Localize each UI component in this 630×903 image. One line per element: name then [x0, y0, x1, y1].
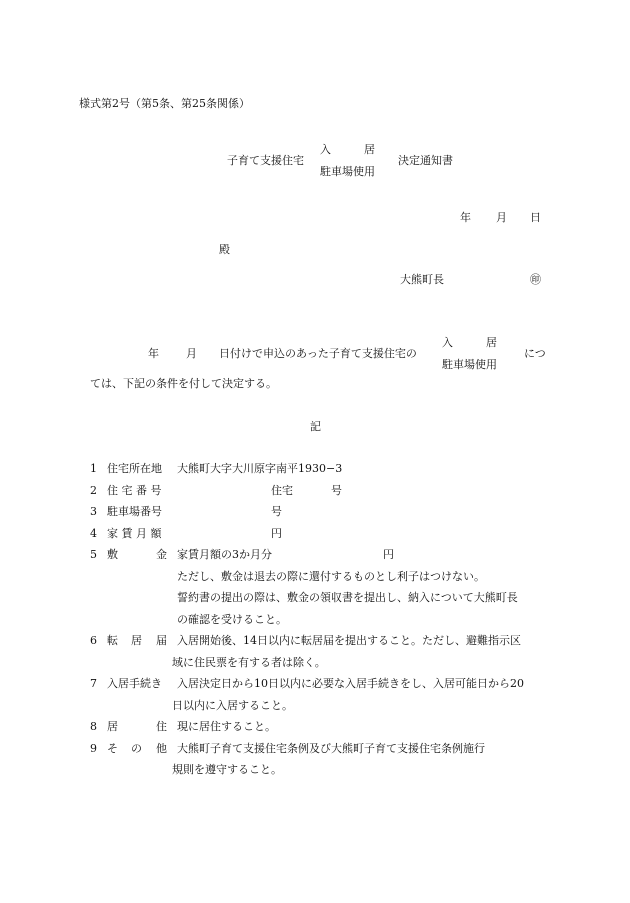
- date-year: 年: [460, 211, 471, 224]
- item-label-part: 住: [156, 720, 167, 733]
- item-continuation-text: の確認を受けること。: [177, 613, 287, 626]
- form-number-label: 様式第2号（第5条、第25条関係）: [79, 97, 250, 110]
- title-prefix: 子育て支援住宅: [227, 154, 304, 167]
- list-item: [0, 742, 630, 756]
- item-number: 7: [90, 677, 97, 690]
- item-label-part: 敷: [107, 548, 118, 561]
- list-item-continuation: [0, 699, 630, 713]
- item-value: 現に居住すること。: [177, 720, 276, 733]
- item-label-part: 居: [107, 720, 118, 733]
- item-value-unit: 号: [271, 505, 282, 518]
- item-label: 家 賃 月 額: [107, 527, 162, 540]
- list-item: [0, 677, 630, 691]
- list-item: [0, 527, 630, 541]
- item-continuation-text: 規則を遵守すること。: [172, 763, 282, 776]
- item-label-part: 居: [131, 634, 142, 647]
- item-number: 6: [90, 634, 97, 647]
- item-value: 家賃月額の3か月分: [177, 548, 272, 561]
- item-number: 4: [90, 527, 97, 540]
- item-continuation-text: 誓約書の提出の際は、敷金の領収書を提出し、納入について大熊町長: [177, 591, 518, 604]
- list-item-continuation: [0, 656, 630, 670]
- item-number: 2: [90, 484, 97, 497]
- body-text: 日付けで申込のあった子育て支援住宅の: [219, 347, 417, 360]
- item-value: 大熊町大字大川原字南平1930−3: [177, 462, 343, 475]
- item-value: 入居開始後、14日以内に転居届を提出すること。ただし、避難指示区: [177, 634, 521, 647]
- list-item-continuation: [0, 763, 630, 777]
- item-number: 1: [90, 462, 97, 475]
- item-number: 9: [90, 742, 97, 755]
- date-month: 月: [496, 211, 507, 224]
- item-number: 5: [90, 548, 97, 561]
- item-label-part: そ: [107, 742, 118, 755]
- list-item: [0, 505, 630, 519]
- item-label-part: 転: [107, 634, 118, 647]
- seal-mark: ㊞: [530, 273, 541, 286]
- list-item-continuation: [0, 570, 630, 584]
- title-option-occupancy: 入 居: [320, 143, 375, 156]
- date-day: 日: [530, 211, 541, 224]
- item-label-part: 届: [156, 634, 167, 647]
- item-label-part: の: [131, 742, 142, 755]
- item-number: 8: [90, 720, 97, 733]
- item-value: 大熊町子育て支援住宅条例及び大熊町子育て支援住宅条例施行: [177, 742, 485, 755]
- item-value: 入居決定日から10日以内に必要な入居手続きをし、入居可能日から20: [177, 677, 524, 690]
- item-continuation-text: 日以内に入居すること。: [172, 699, 293, 712]
- item-label: 住宅所在地: [107, 462, 162, 475]
- list-item: [0, 462, 630, 476]
- list-item: [0, 548, 630, 562]
- ki-heading: 記: [310, 420, 321, 433]
- body-year: 年: [148, 347, 159, 360]
- body-option-parking: 駐車場使用: [442, 358, 497, 371]
- item-continuation-text: 域に住民票を有する者は除く。: [172, 656, 326, 669]
- item-continuation-text: ただし、敷金は退去の際に還付するものとし利子はつけない。: [177, 570, 485, 583]
- addressee-honorific: 殿: [219, 243, 230, 256]
- body-option-occupancy: 入 居: [442, 336, 497, 349]
- title-suffix: 決定通知書: [398, 154, 453, 167]
- item-value-unit: 号: [331, 484, 342, 497]
- title-option-parking: 駐車場使用: [320, 165, 375, 178]
- list-item: [0, 484, 630, 498]
- list-item: [0, 720, 630, 734]
- item-value-unit: 円: [271, 527, 282, 540]
- item-label-part: 他: [156, 742, 167, 755]
- item-value: 住宅: [271, 484, 293, 497]
- body-month: 月: [186, 347, 197, 360]
- item-label: 駐車場番号: [107, 505, 162, 518]
- list-item-continuation: [0, 591, 630, 605]
- item-label-part: 金: [156, 548, 167, 561]
- issuer-name: 大熊町長: [400, 273, 444, 286]
- body-tail: につ: [524, 347, 546, 360]
- item-number: 3: [90, 505, 97, 518]
- list-item: [0, 634, 630, 648]
- item-label: 入居手続き: [107, 677, 162, 690]
- body-line-2: ては、下記の条件を付して決定する。: [90, 377, 277, 390]
- list-item-continuation: [0, 613, 630, 627]
- item-value-unit: 円: [383, 548, 394, 561]
- item-label: 住 宅 番 号: [107, 484, 162, 497]
